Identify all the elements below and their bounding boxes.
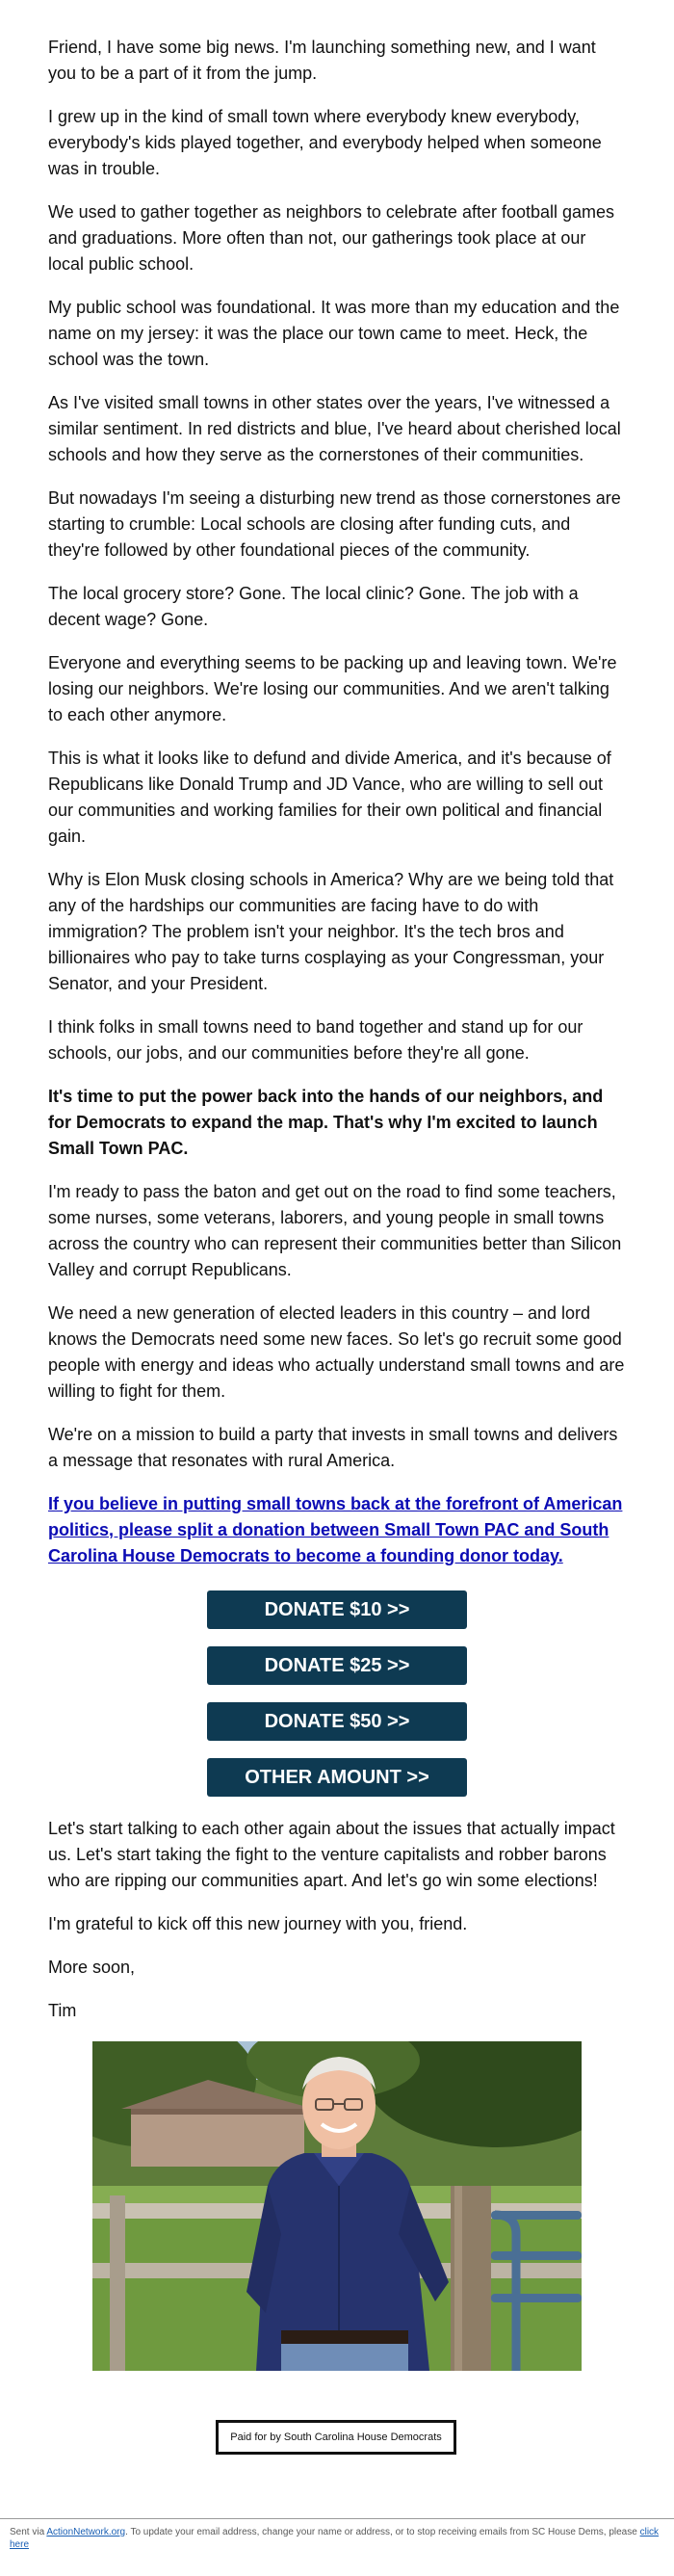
cta-paragraph xyxy=(48,1491,626,1569)
paragraph: I'm ready to pass the baton and get out on the road to find some teachers, some nurses, some veterans, laborers, and young people in small towns across the country who can represent their communities better than Silicon Valley and corrupt Republicans. xyxy=(48,1182,622,1279)
footer-text: Sent via xyxy=(10,2527,47,2537)
portrait-photo xyxy=(92,2041,582,2371)
signature: Tim xyxy=(48,2001,77,2020)
paragraph: But nowadays I'm seeing a disturbing new trend as those cornerstones are starting to crumble: Local schools are closing after funding cuts, and they're followed by other foundational pieces of the community. xyxy=(48,488,621,560)
footer xyxy=(10,2526,664,2551)
sign-off: More soon, xyxy=(48,1958,136,1977)
footer-text: . To update your email address, change your name or address, or to stop receiving emails from SC House Dems, please xyxy=(125,2527,640,2537)
email-body xyxy=(48,35,626,2371)
paragraph: We used to gather together as neighbors to celebrate after football games and graduations. More often than not, our gatherings took place at our local public school. xyxy=(48,202,615,274)
bold-announcement: It's time to put the power back into the hands of our neighbors, and for Democrats to expand the map. That's why I'm excited to launch Small Town PAC. xyxy=(48,1087,604,1158)
other-amount-button[interactable]: OTHER AMOUNT >> xyxy=(207,1758,467,1797)
footer-divider xyxy=(0,2518,674,2519)
donate-10-button[interactable]: DONATE $10 >> xyxy=(207,1590,467,1629)
paragraph: Friend, I have some big news. I'm launching something new, and I want you to be a part of it from the jump. xyxy=(48,38,596,83)
action-network-link[interactable]: ActionNetwork.org xyxy=(46,2527,126,2537)
donate-buttons xyxy=(48,1590,626,1797)
paragraph: I'm grateful to kick off this new journey with you, friend. xyxy=(48,1914,468,1933)
paragraph: This is what it looks like to defund and divide America, and it's because of Republicans like Donald Trump and JD Vance, who are willing to sell out our communities and working families for their own political and financial gain. xyxy=(48,749,611,846)
donation-cta-link[interactable]: If you believe in putting small towns back at the forefront of American politics, please split a donation between Small Town PAC and South Carolina House Democrats to become a founding donor today. xyxy=(48,1494,623,1565)
paragraph: We're on a mission to build a party that invests in small towns and delivers a message that resonates with rural America. xyxy=(48,1425,618,1470)
paragraph: We need a new generation of elected leaders in this country – and lord knows the Democrats need some new faces. So let's go recruit some good people with energy and ideas who actually understand small towns and are willing to fight for them. xyxy=(48,1303,625,1401)
paragraph: Why is Elon Musk closing schools in America? Why are we being told that any of the hardships our communities are facing have to do with immigration? The problem isn't your neighbor. It's the tech bros and billionaires who pay to take turns cosplaying as your Congressman, your Senator, and your President. xyxy=(48,870,614,993)
paragraph: As I've visited small towns in other states over the years, I've witnessed a similar sentiment. In red districts and blue, I've heard about cherished local schools and how they serve as the cornerstones of their communities. xyxy=(48,393,621,464)
paragraph: The local grocery store? Gone. The local clinic? Gone. The job with a decent wage? Gone. xyxy=(48,584,579,629)
paragraph: My public school was foundational. It was more than my education and the name on my jersey: it was the place our town came to meet. Heck, the school was the town. xyxy=(48,298,620,369)
paragraph: Everyone and everything seems to be packing up and leaving town. We're losing our neighbors. We're losing our communities. And we aren't talking to each other anymore. xyxy=(48,653,617,724)
paid-for-disclaimer: Paid for by South Carolina House Democrats xyxy=(216,2420,456,2455)
paragraph: I grew up in the kind of small town where everybody knew everybody, everybody's kids played together, and everybody helped when someone was in trouble. xyxy=(48,107,602,178)
donate-50-button[interactable]: DONATE $50 >> xyxy=(207,1702,467,1741)
paragraph: I think folks in small towns need to band together and stand up for our schools, our jobs, and our communities before they're all gone. xyxy=(48,1017,583,1063)
paragraph: Let's start talking to each other again about the issues that actually impact us. Let's start taking the fight to the venture capitalists and robber barons who are ripping our communities apart. And let's go win some elections! xyxy=(48,1819,615,1890)
unsubscribe-link[interactable]: click here xyxy=(10,2527,660,2550)
donate-25-button[interactable]: DONATE $25 >> xyxy=(207,1646,467,1685)
